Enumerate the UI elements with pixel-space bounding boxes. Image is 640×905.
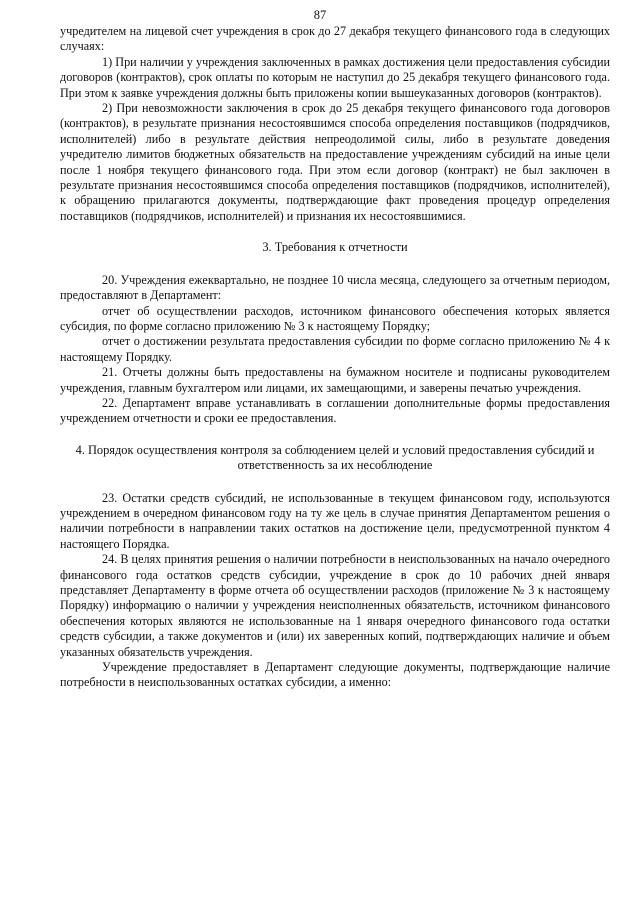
paragraph: Учреждение предоставляет в Департамент следующие документы, подтверждающие наличие потребности в неиспользованных остатках субсидии, а именно: bbox=[60, 660, 610, 690]
paragraph: отчет о достижении результата предоставления субсидии по форме согласно приложению № 4 к настоящему Порядку. bbox=[60, 334, 610, 364]
paragraph: учредителем на лицевой счет учреждения в срок до 27 декабря текущего финансового года в следующих случаях: bbox=[60, 24, 610, 54]
section-heading: 3. Требования к отчетности bbox=[262, 240, 408, 255]
page-number: 87 bbox=[313, 8, 327, 22]
section-heading: 4. Порядок осуществления контроля за соблюдением целей и условий предоставления субсидий и ответственность за их несоблюдение bbox=[75, 442, 595, 473]
paragraph: 22. Департамент вправе устанавливать в соглашении дополнительные формы предоставления учреждением отчетности и сроки ее предоставления. bbox=[60, 395, 610, 426]
paragraph: 2) При невозможности заключения в срок до 25 декабря текущего финансового года договоров (контрактов), в результате признания несостоявшимся способа определения поставщиков (подрядчиков, исполнителей) либо в результате действия непреодолимой силы, либо в результате доведения учредителю лимитов бюджетных обязательств на предоставление учреждениям субсидий на иные цели после 1 ноября текущего финансового года. При этом если договор (контракт) не был заключен в результате признания несостоявшимся способа определения поставщиков (подрядчиков, исполнителей), к обращению прилагаются документы, подтверждающие факт проведения процедур определения поставщиков (подрядчиков, исполнителей) и признания их несостоявшимися. bbox=[60, 101, 610, 223]
paragraph: 20. Учреждения ежеквартально, не позднее 10 числа месяца, следующего за отчетным периодом, предоставляют в Департамент: bbox=[60, 272, 610, 303]
paragraph: 23. Остатки средств субсидий, не использованные в текущем финансовом году, используются учреждением в очередном финансовом году на ту же цель в случае принятия Департаментом решения о наличии потребности в направлении таких остатков на достижение цели, предусмотренной пунктом 4 настоящего Порядка. bbox=[60, 490, 610, 551]
paragraph: 24. В целях принятия решения о наличии потребности в неиспользованных на начало очередного финансового года остатков средств субсидии, учреждение в срок до 10 рабочих дней января представляет Департаменту в форме отчета об осуществлении расходов (приложение № 3 к настоящему Порядку) информацию о наличии у учреждения неисполненных обязательств, источником финансового обеспечения которых являются не использованные на 1 января очередного финансового года остатки средств субсидии, а также документов и (или) их заверенных копий, подтверждающих наличие и объем указанных обязательств учреждения. bbox=[60, 552, 610, 659]
paragraph: отчет об осуществлении расходов, источником финансового обеспечения которых является субсидия, по форме согласно приложению № 3 к настоящему Порядку; bbox=[60, 303, 610, 333]
paragraph: 21. Отчеты должны быть предоставлены на бумажном носителе и подписаны руководителем учреждения, главным бухгалтером или лицами, их замещающими, и заверены печатью учреждения. bbox=[60, 365, 610, 395]
document-body bbox=[60, 24, 610, 691]
paragraph: 1) При наличии у учреждения заключенных в рамках достижения цели предоставления субсидии договоров (контрактов), срок оплаты по которым не наступил до 25 декабря текущего финансового года. При этом к заявке учреждения должны быть приложены копии вышеуказанных договоров (контрактов). bbox=[60, 54, 610, 100]
